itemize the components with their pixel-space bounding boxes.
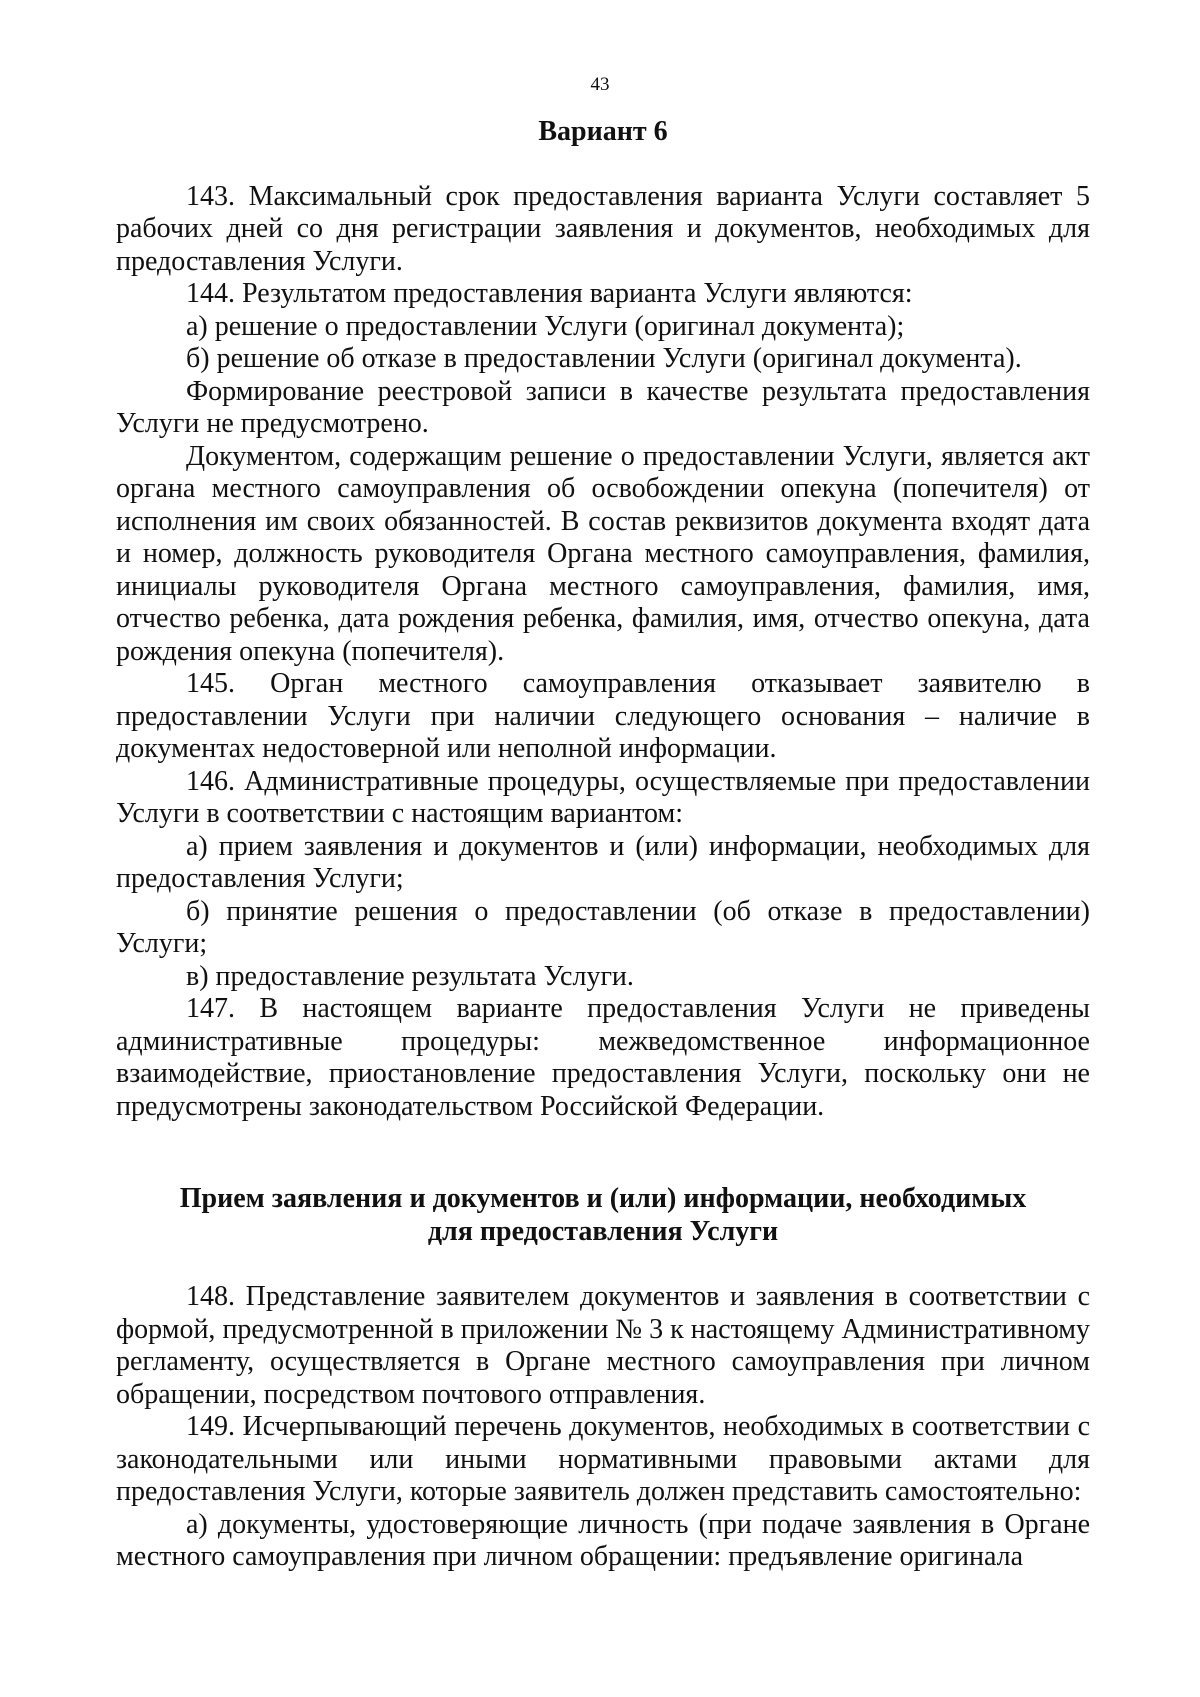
paragraph-146-c: в) предоставление результата Услуги. (186, 960, 634, 992)
variant-heading: Вариант 6 (538, 116, 668, 147)
paragraph-147: 147. В настоящем варианте предоставления Услуги не приведены административные процедуры: межведомственное информационное взаимодействие, приостановление предоставления Услуги, поскольку они не предусмотрены законодательством Российской Федерации. (116, 993, 1090, 1122)
paragraph-143: 143. Максимальный срок предоставления варианта Услуги составляет 5 рабочих дней со дня регистрации заявления и документов, необходимых для предоставления Услуги. (116, 180, 1090, 277)
section-heading: Прием заявления и документов и (или) информации, необходимых для предоставления Услуги (179, 1183, 1027, 1247)
paragraph-149-a: а) документы, удостоверяющие личность (при подаче заявления в Органе местного самоуправления при личном обращении: предъявление оригинала (116, 1508, 1090, 1572)
paragraph-decision-document: Документом, содержащим решение о предоставлении Услуги, является акт органа местного самоуправления об освобождении опекуна (попечителя) от исполнения им своих обязанностей. В состав реквизитов документа входят дата и номер, должность руководителя Органа местного самоуправления, фамилия, инициалы руководителя Органа местного самоуправления, фамилия, имя, отчество ребенка, дата рождения ребенка, фамилия, имя, отчество опекуна, дата рождения опекуна (попечителя). (116, 440, 1090, 667)
paragraph-registry-record: Формирование реестровой записи в качестве результата предоставления Услуги не предусмотрено. (116, 375, 1090, 439)
paragraph-144-a: а) решение о предоставлении Услуги (оригинал документа); (186, 310, 905, 342)
paragraph-145: 145. Орган местного самоуправления отказывает заявителю в предоставлении Услуги при наличии следующего основания – наличие в документах недостоверной или неполной информации. (116, 668, 1090, 764)
paragraph-146-a: а) прием заявления и документов и (или) информации, необходимых для предоставления Услуги; (116, 830, 1090, 894)
paragraph-144-b: б) решение об отказе в предоставлении Услуги (оригинал документа). (186, 343, 1022, 374)
paragraph-149: 149. Исчерпывающий перечень документов, необходимых в соответствии с законодательными или иными нормативными правовыми актами для предоставления Услуги, которые заявитель должен представить самостоятельно: (116, 1411, 1090, 1507)
page-number: 43 (590, 74, 610, 95)
paragraph-144: 144. Результатом предоставления варианта Услуги являются: (186, 278, 913, 309)
paragraph-148: 148. Представление заявителем документов и заявления в соответствии с формой, предусмотренной в приложении № 3 к настоящему Административному регламенту, осуществляется в Органе местного самоуправления при личном обращении, посредством почтового отправления. (116, 1281, 1090, 1410)
paragraph-146: 146. Административные процедуры, осуществляемые при предоставлении Услуги в соответствии с настоящим вариантом: (116, 765, 1090, 829)
document-body (116, 116, 1090, 1574)
paragraph-146-b: б) принятие решения о предоставлении (об отказе в предоставлении) Услуги; (116, 895, 1090, 959)
